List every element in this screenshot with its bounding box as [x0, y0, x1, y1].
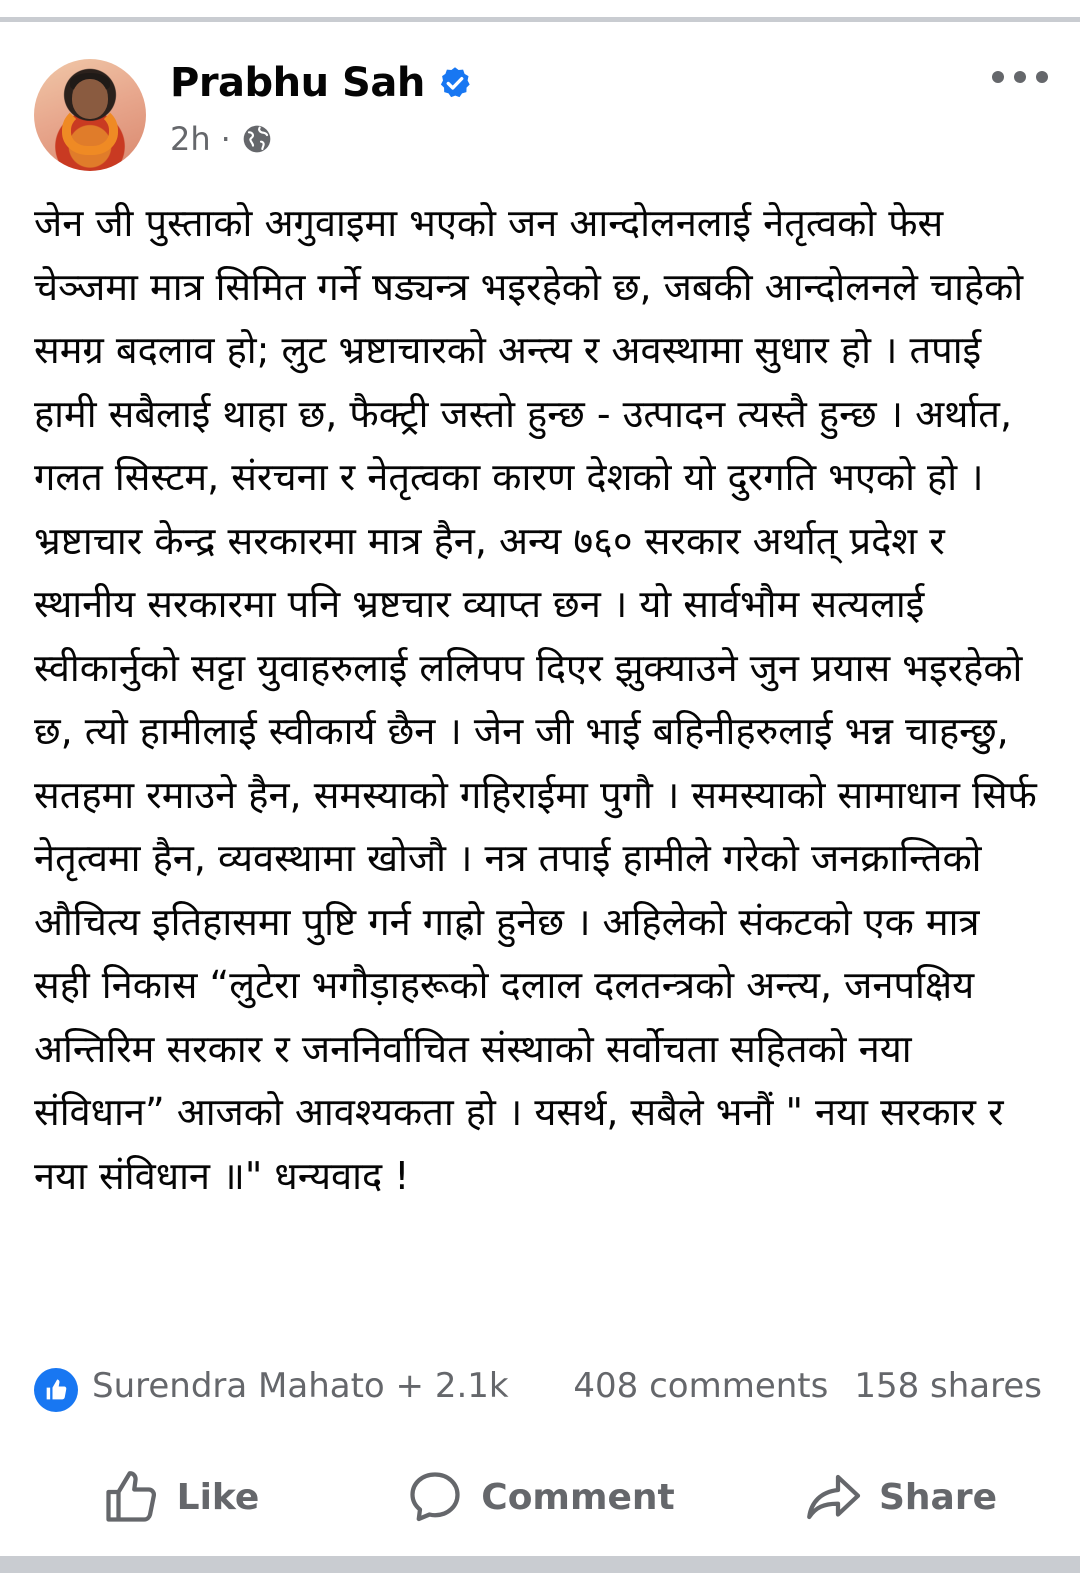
- reactions-summary[interactable]: Surendra Mahato + 2.1k: [92, 1366, 509, 1406]
- like-reaction-icon[interactable]: [34, 1368, 78, 1412]
- post-timestamp[interactable]: 2h: [170, 120, 211, 158]
- share-button[interactable]: [720, 1452, 1080, 1542]
- post-actions: [0, 1452, 1080, 1542]
- author-name-row: [170, 57, 473, 109]
- thumbs-up-icon: [101, 1467, 161, 1527]
- more-dot: [992, 71, 1004, 83]
- like-button[interactable]: [0, 1452, 360, 1542]
- post-body-text: जेन जी पुस्ताको अगुवाइमा भएको जन आन्दोलनलाई नेतृत्वको फेस चेञ्जमा मात्र सिमित गर्ने षड्यन्त्र भइरहेको छ, जबकी आन्दोलनले चाहेको समग्र बदलाव हो; लुट भ्रष्टाचारको अन्त्य र अवस्थामा सुधार हो । तपाई हामी सबैलाई थाहा छ, फैक्ट्री जस्तो हुन्छ - उत्पादन त्यस्तै हुन्छ । अर्थात, गलत सिस्टम, संरचना र नेतृत्वका कारण देशको यो दुरगति भएको हो । भ्रष्टाचार केन्द्र सरकारमा मात्र हैन, अन्य ७६० सरकार अर्थात् प्रदेश र स्थानीय सरकारमा पनि भ्रष्टचार व्याप्त छन । यो सार्वभौम सत्यलाई स्वीकार्नुको सट्टा युवाहरुलाई ललिपप दिएर झुक्याउने जुन प्रयास भइरहेको छ, त्यो हामीलाई स्वीकार्य छैन । जेन जी भाई बहिनीहरुलाई भन्न चाहन्छु, सतहमा रमाउने हैन, समस्याको गहिराईमा पुगौ । समस्याको सामाधान सिर्फ नेतृत्वमा हैन, व्यवस्थामा खोजौ । नत्र तपाई हामीले गरेको जनक्रान्तिको औचित्य इतिहासमा पुष्टि गर्न गाह्रो हुनेछ । अहिलेको संकटको एक मात्र सही निकास “लुटेरा भगौड़ाहरूको दलाल दलतन्त्रको अन्त्य, जनपक्षिय अन्तिरिम सरकार र जननिर्वाचित संस्थाको सर्वोचता सहितको नया संविधान” आजको आवश्यकता हो । यसर्थ, सबैले भनौं " नया सरकार र नया संविधान ॥" धन्यवाद !: [34, 201, 1037, 1198]
- more-dot: [1036, 71, 1048, 83]
- bottom-feed-divider: [0, 1556, 1080, 1573]
- top-feed-divider: [0, 0, 1080, 22]
- author-name[interactable]: Prabhu Sah: [170, 60, 425, 106]
- engagement-counts: [573, 1366, 1042, 1406]
- comments-count[interactable]: 408 comments: [573, 1366, 829, 1406]
- globe-icon[interactable]: [241, 123, 273, 155]
- comment-label: Comment: [481, 1476, 675, 1518]
- shares-count[interactable]: 158 shares: [854, 1366, 1042, 1406]
- share-arrow-icon: [803, 1467, 863, 1527]
- post-stats-bar: [0, 1360, 1080, 1416]
- like-label: Like: [176, 1476, 260, 1518]
- post-header: [0, 55, 1080, 175]
- share-label: Share: [878, 1476, 998, 1518]
- more-options-icon[interactable]: [992, 65, 1048, 89]
- author-avatar[interactable]: [34, 59, 146, 171]
- like-reaction-glyph: [42, 1376, 70, 1404]
- verified-badge-icon: [437, 65, 473, 101]
- avatar-garland: [62, 105, 118, 155]
- post-meta: [170, 117, 273, 161]
- meta-separator: ·: [220, 120, 231, 158]
- comment-bubble-icon: [405, 1467, 465, 1527]
- more-dot: [1014, 71, 1026, 83]
- comment-button[interactable]: [360, 1452, 720, 1542]
